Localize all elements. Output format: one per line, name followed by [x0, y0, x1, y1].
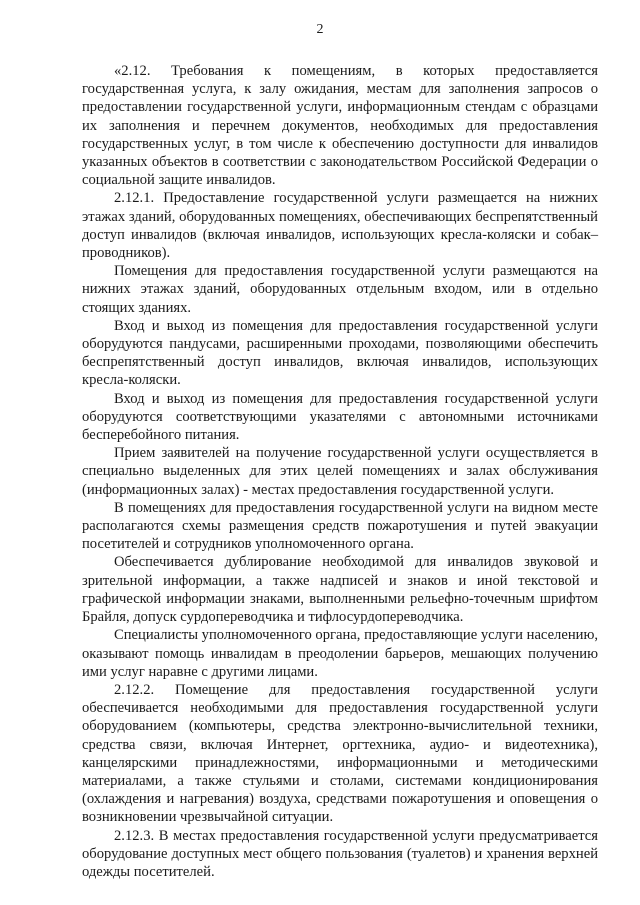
paragraph-lower-floors: Помещения для предоставления государственной услуги размещаются на нижних этажах зданий, оборудованных отдельным входом, или в отдельно стоящих зданиях. [82, 263, 598, 316]
document-body [82, 62, 598, 881]
paragraph-signs: Вход и выход из помещения для предоставления государственной услуги оборудуются соответствующими указателями с автономными источниками бесперебойного питания. [82, 390, 598, 444]
paragraph-specialists: Специалисты уполномоченного органа, предоставляющие услуги населению, оказывают помощь инвалидам в преодолении барьеров, мешающих получению ими услуг наравне с другими лицами. [82, 627, 598, 680]
paragraph-evacuation: В помещениях для предоставления государственной услуги на видном месте располагаются схемы размещения средств пожаротушения и путей эвакуации посетителей и сотрудников уполномоченного органа. [82, 499, 598, 553]
paragraph-2-12-1: 2.12.1. Предоставление государственной услуги размещается на нижних этажах зданий, оборудованных помещениях, обеспечивающих беспрепятственный доступ инвалидов (включая инвалидов, использующих кресла-коляски и собак–проводников). [82, 190, 598, 262]
paragraph-braille: Обеспечивается дублирование необходимой для инвалидов звуковой и зрительной информации, а также надписей и знаков и иной текстовой и графической информации знаками, выполненными рельефно-точечным шрифтом Брайля, допуск сурдопереводчика и тифлосурдопереводчика. [82, 554, 598, 626]
paragraph-2-12-3: 2.12.3. В местах предоставления государственной услуги предусматривается оборудование доступных мест общего пользования (туалетов) и хранения верхней одежды посетителей. [82, 827, 598, 880]
page-number: 2 [316, 22, 324, 37]
paragraph-ramps: Вход и выход из помещения для предоставления государственной услуги оборудуются пандусами, расширенными проходами, позволяющими обеспечить беспрепятственный доступ инвалидов, включая инвалидов, использующих кресла-коляски. [82, 317, 598, 389]
paragraph-2-12-2: 2.12.2. Помещение для предоставления государственной услуги обеспечивается необходимыми для предоставления государственной услуги оборудованием (компьютеры, средства электронно-вычислительной техники, средства связи, включая Интернет, оргтехника, аудио- и видеотехника), канцелярскими принадлежностями, информационными и методическими материалами, а также стульями и столами, системами кондиционирования (охлаждения и нагревания) воздуха, средствами пожаротушения и оповещения о возникновении чрезвычайной ситуации. [82, 681, 598, 826]
paragraph-2-12: «2.12. Требования к помещениям, в которых предоставляется государственная услуга, к залу ожидания, местам для заполнения запросов о предоставлении государственной услуги, информационным стендам с образцами их заполнения и перечнем документов, необходимых для предоставления государственных услуг, в том числе к обеспечению доступности для инвалидов указанных объектов в соответствии с законодательством Российской Федерации о социальной защите инвалидов. [82, 63, 598, 189]
paragraph-reception: Прием заявителей на получение государственной услуги осуществляется в специально выделенных для этих целей помещениях и залах обслуживания (информационных залах) - местах предоставления государственной услуги. [82, 445, 598, 498]
